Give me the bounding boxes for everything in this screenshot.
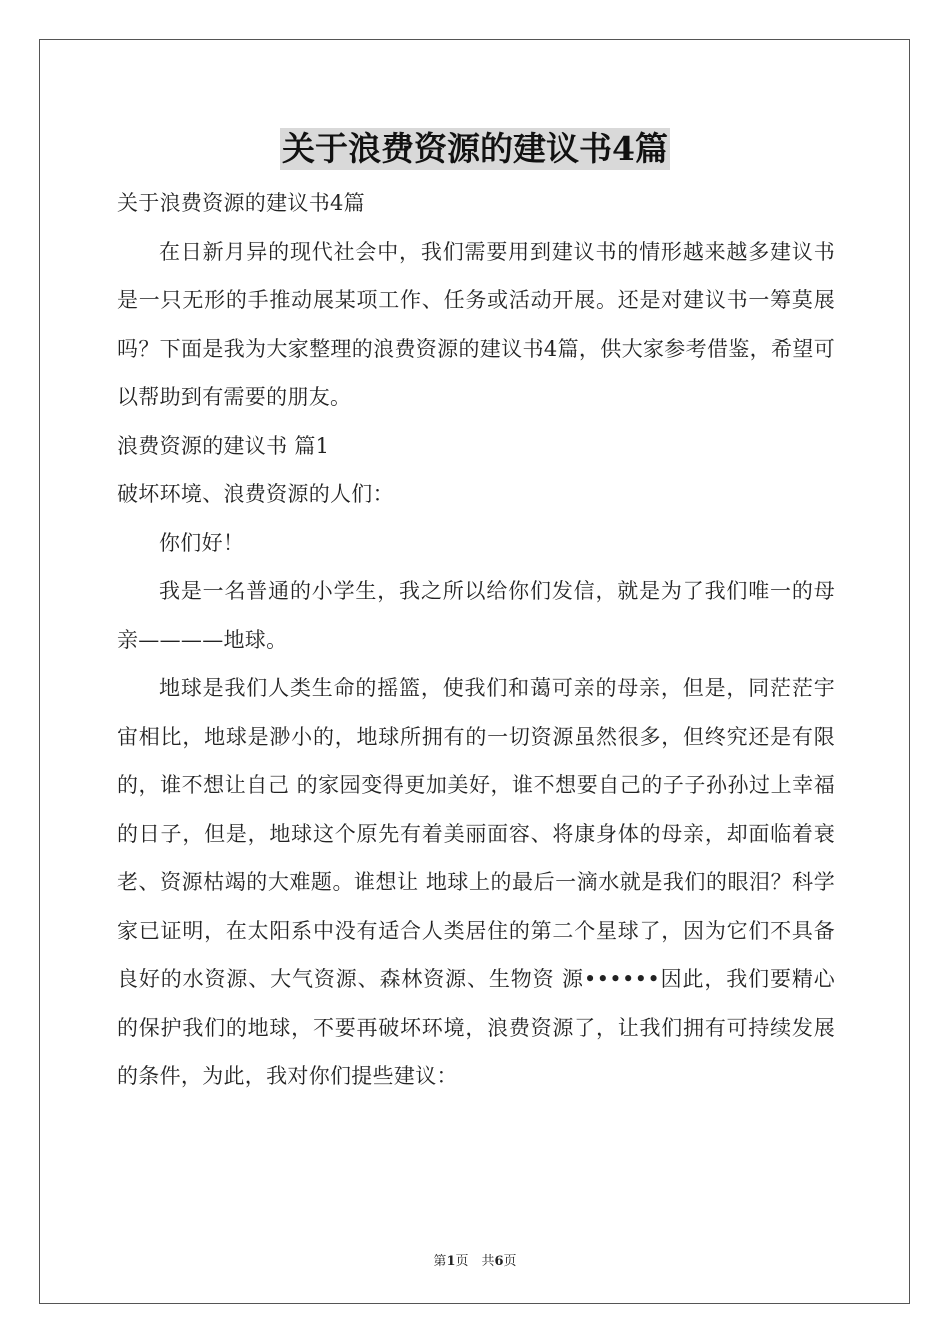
page-footer: [0, 1250, 950, 1269]
paragraph: 破坏环境、浪费资源的人们：: [117, 482, 394, 506]
paragraph: 我是一名普通的小学生，我之所以给你们发信，就是为了我们唯一的母亲————地球。: [117, 579, 835, 652]
title-container: [0, 128, 950, 170]
document-body: [117, 179, 835, 1101]
paragraph: 地球是我们人类生命的摇篮，使我们和蔼可亲的母亲，但是，同茫茫宇宙相比，地球是渺小的，地球所拥有的一切资源虽然很多，但终究还是有限的，谁不想让自己 的家园变得更加美好，谁不想要自己的子子孙孙过上幸福的日子，但是，地球这个原先有着美丽面容、将康身体的母亲，却面临着衰老、资源枯竭的大难题。谁想让 地球上的最后一滴水就是我们的眼泪？科学家已证明，在太阳系中没有适合人类居住的第二个星球了，因为它们不具备良好的水资源、大气资源、森林资源、生物资 源••••••因此，我们要精心的保护我们的地球，不要再破坏环境，浪费资源了，让我们拥有可持续发展的条件，为此，我对你们提些建议：: [117, 676, 835, 1088]
footer-total-pages: 6: [494, 1254, 504, 1269]
paragraph: 在日新月异的现代社会中，我们需要用到建议书的情形越来越多建议书是一只无形的手推动展某项工作、任务或活动开展。还是对建议书一筹莫展吗？下面是我为大家整理的浪费资源的建议书4篇，供大家参考借鉴，希望可以帮助到有需要的朋友。: [117, 239, 835, 409]
footer-mid: 页 共: [455, 1254, 495, 1269]
paragraph: 关于浪费资源的建议书4篇: [117, 191, 365, 215]
paragraph: 你们好！: [159, 530, 245, 555]
footer-prefix: 第: [433, 1254, 447, 1269]
document-title: 关于浪费资源的建议书4篇: [282, 129, 668, 168]
paragraph: 浪费资源的建议书 篇1: [117, 433, 330, 458]
footer-suffix: 页: [503, 1254, 517, 1269]
footer-current-page: 1: [446, 1254, 456, 1269]
